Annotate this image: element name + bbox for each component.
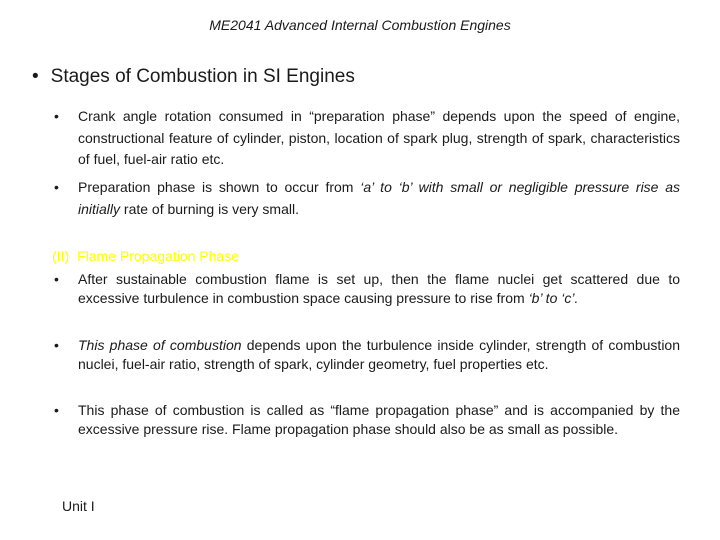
bullet-text-italic: ‘a’ to ‘b’ with small or negligible pressure rise as initially [78, 179, 680, 217]
bullet-text-italic: This phase of combustion [78, 337, 242, 353]
section-bullet-item [54, 336, 680, 373]
bullet-item [54, 177, 680, 220]
slide-title [32, 66, 355, 88]
section-bullet-item [54, 401, 680, 438]
bullet-text-part: depends upon the turbulence inside cylinder, strength of combustion nuclei, fuel-air ratio, strength of spark, cylinder geometry, fuel properties etc. [78, 337, 680, 372]
section-bullet-item [54, 270, 680, 307]
bullet-item [54, 106, 680, 171]
bullet-text [78, 401, 680, 438]
section-heading [52, 248, 239, 264]
bullet-text [78, 336, 680, 373]
footer-unit-label: Unit I [62, 498, 95, 514]
bullet-icon: • [54, 337, 59, 353]
bullet-text [78, 270, 680, 307]
page-header: ME2041 Advanced Internal Combustion Engines [209, 17, 511, 33]
section-number: (II) [52, 248, 70, 264]
bullet-icon: • [54, 179, 59, 195]
bullet-text-part: rate of burning is very small. [120, 200, 299, 217]
bullet-text-part: This phase of combustion is called as “flame propagation phase” and is accompanied by the excessive pressure rise. Flame propagation phase should also be as small as possible. [78, 402, 680, 437]
bullet-icon: • [54, 271, 59, 287]
section-title: Flame Propagation Phase [77, 248, 239, 264]
bullet-icon: • [54, 108, 59, 124]
bullet-text-part: Preparation phase is shown to occur from [78, 179, 361, 195]
bullet-text: Crank angle rotation consumed in “preparation phase” depends upon the speed of engine, constructional feature of cylinder, piston, location of spark plug, strength of spark, characteristics of fuel, fuel-air ratio etc. [78, 108, 680, 167]
bullet-text-italic: ‘b’ to ‘c’. [528, 289, 579, 306]
slide-title-text: Stages of Combustion in SI Engines [50, 66, 355, 87]
bullet-text [78, 177, 680, 220]
bullet-icon: • [32, 66, 39, 87]
bullet-icon: • [54, 402, 59, 418]
bullet-text-part: After sustainable combustion flame is set up, then the flame nuclei get scattered due to excessive turbulence in combustion space causing pressure to rise from [78, 271, 680, 306]
